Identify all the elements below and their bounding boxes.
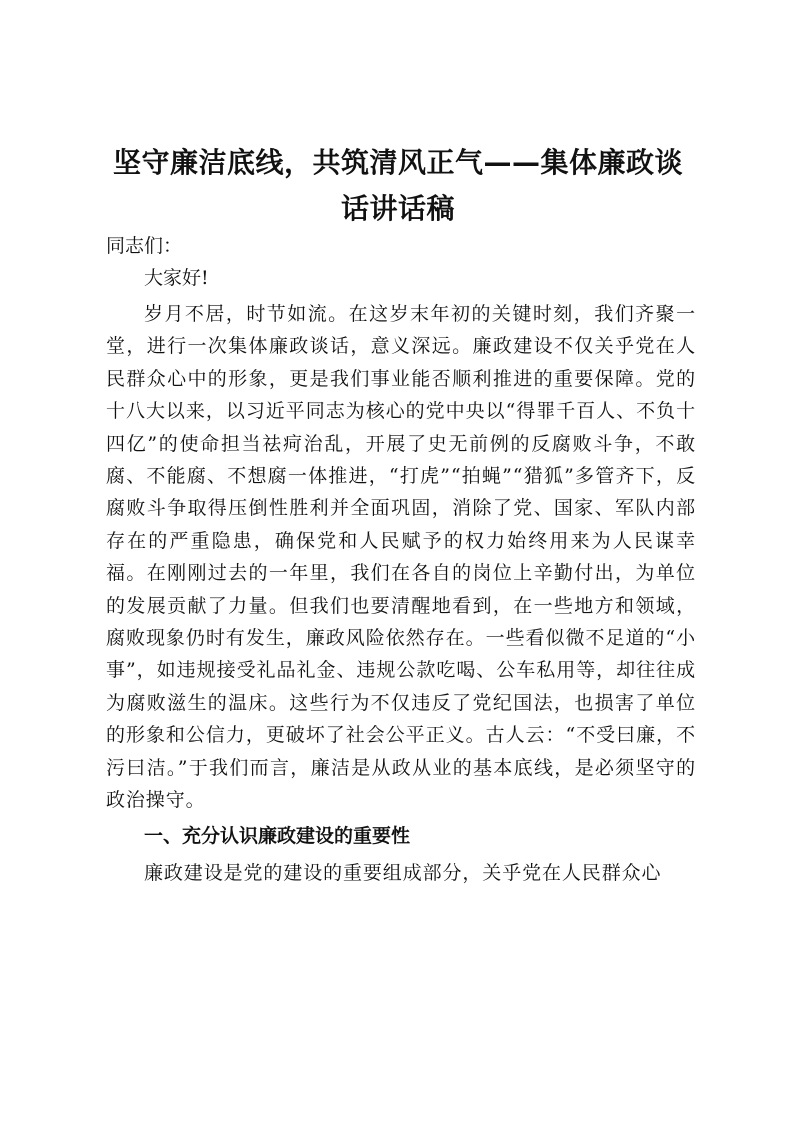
title-line-2: 话讲话稿	[340, 192, 455, 225]
section-heading-1: 一、充分认识廉政建设的重要性	[144, 824, 411, 847]
paragraph-section-1: 廉政建设是党的建设的重要组成部分，关乎党在人民群众心	[144, 861, 662, 884]
document-body	[106, 230, 696, 889]
greeting: 大家好!	[144, 267, 209, 289]
salutation: 同志们：	[106, 235, 183, 257]
paragraph-intro: 岁月不居，时节如流。在这岁末年初的关键时刻，我们齐聚一堂，进行一次集体廉政谈话，意义深远。廉政建设不仅关乎党在人民群众心中的形象，更是我们事业能否顺利推进的重要保障。党的十八大以来，以习近平同志为核心的党中央以“得罪千百人、不负十四亿”的使命担当祛疴治乱，开展了史无前例的反腐败斗争，不敢腐、不能腐、不想腐一体推进，“打虎”“拍蝇”“猎狐”多管齐下，反腐败斗争取得压倒性胜利并全面巩固，消除了党、国家、军队内部存在的严重隐患，确保党和人民赋予的权力始终用来为人民谋幸福。在刚刚过去的一年里，我们在各自的岗位上辛勤付出，为单位的发展贡献了力量。但我们也要清醒地看到，在一些地方和领域，腐败现象仍时有发生，廉政风险依然存在。一些看似微不足道的“小事”，如违规接受礼品礼金、违规公款吃喝、公车私用等，却往往成为腐败滋生的温床。这些行为不仅违反了党纪国法，也损害了单位的形象和公信力，更破坏了社会公平正义。古人云：“不受曰廉，不污曰洁。”于我们而言，廉洁是从政从业的基本底线，是必须坚守的政治操守。	[106, 303, 696, 812]
title-line-1: 坚守廉洁底线，共筑清风正气——集体廉政谈	[112, 146, 683, 179]
document-title	[96, 140, 700, 232]
